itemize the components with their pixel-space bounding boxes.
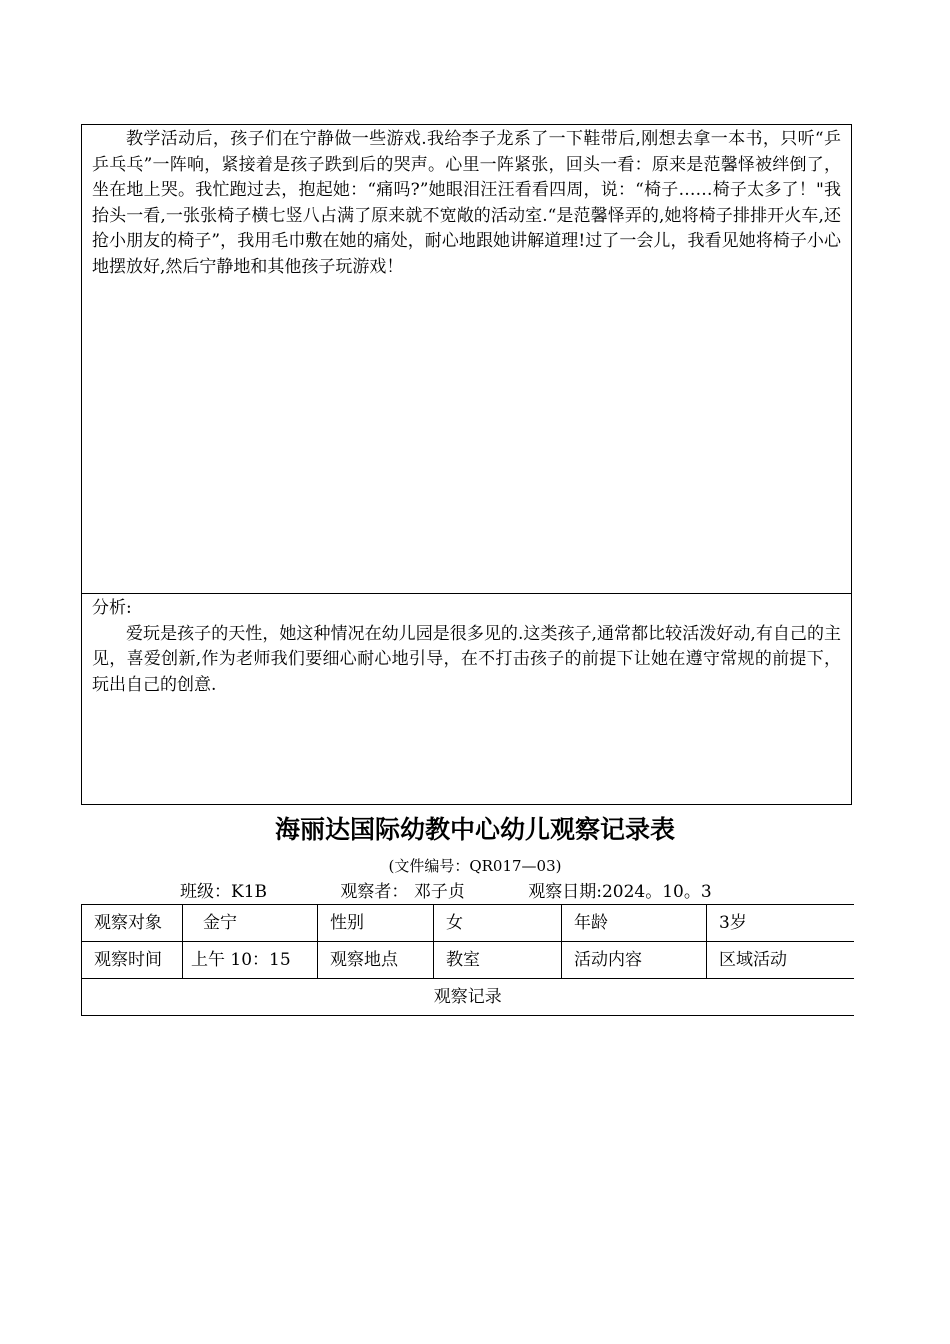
- class-info: 班级：K1B: [180, 882, 268, 902]
- gender-label-cell: 性别: [318, 905, 434, 942]
- table-row: [82, 979, 854, 1016]
- time-value-cell: 上午 10：15: [183, 942, 318, 979]
- document-number: (文件编号：QR017—03): [388, 857, 562, 875]
- subject-value-cell: 金宁: [183, 905, 318, 942]
- time-label-cell: 观察时间: [82, 942, 183, 979]
- content-value-cell: 区域活动: [707, 942, 854, 979]
- analysis-text: 爱玩是孩子的天性，她这种情况在幼儿园是很多见的.这类孩子,通常都比较活泼好动,有自己的主见，喜爱创新,作为老师我们要细心耐心地引导，在不打击孩子的前提下让她在遵守常规的前提下，玩出自己的创意.: [92, 623, 841, 695]
- table-row: [82, 942, 854, 979]
- content-label-cell: 活动内容: [562, 942, 707, 979]
- analysis-box: [81, 593, 852, 805]
- gender-value-cell: 女: [434, 905, 562, 942]
- table-row: [82, 905, 854, 942]
- form-meta-line: [180, 880, 712, 904]
- analysis-label: 分析:: [92, 598, 132, 618]
- age-value-cell: 3岁: [707, 905, 854, 942]
- age-label-cell: 年龄: [562, 905, 707, 942]
- observation-record-text: 教学活动后，孩子们在宁静做一些游戏.我给李子龙系了一下鞋带后,刚想去拿一本书，只听“乒乒乓乓”一阵响，紧接着是孩子跌到后的哭声。心里一阵紧张，回头一看：原来是范馨怿被绊倒了，坐在地上哭。我忙跑过去，抱起她：“痛吗?”她眼泪汪汪看看四周，说：“椅子……椅子太多了！"我抬头一看,一张张椅子横七竖八占满了原来就不宽敞的活动室.“是范馨怿弄的,她将椅子排排开火车,还抢小朋友的椅子”，我用毛巾敷在她的痛处，耐心地跟她讲解道理!过了一会儿，我看见她将椅子小心地摆放好,然后宁静地和其他孩子玩游戏！: [92, 129, 841, 277]
- observation-record-box: [81, 124, 852, 594]
- observation-info-table: [81, 904, 854, 1016]
- observer-info: 观察者： 邓子贞: [340, 882, 465, 902]
- subject-label-cell: 观察对象: [82, 905, 183, 942]
- record-header-cell: 观察记录: [82, 979, 854, 1016]
- place-value-cell: 教室: [434, 942, 562, 979]
- form-title: 海丽达国际幼教中心幼儿观察记录表: [274, 815, 675, 844]
- place-label-cell: 观察地点: [318, 942, 434, 979]
- observation-date-info: 观察日期:2024。10。3: [528, 882, 712, 902]
